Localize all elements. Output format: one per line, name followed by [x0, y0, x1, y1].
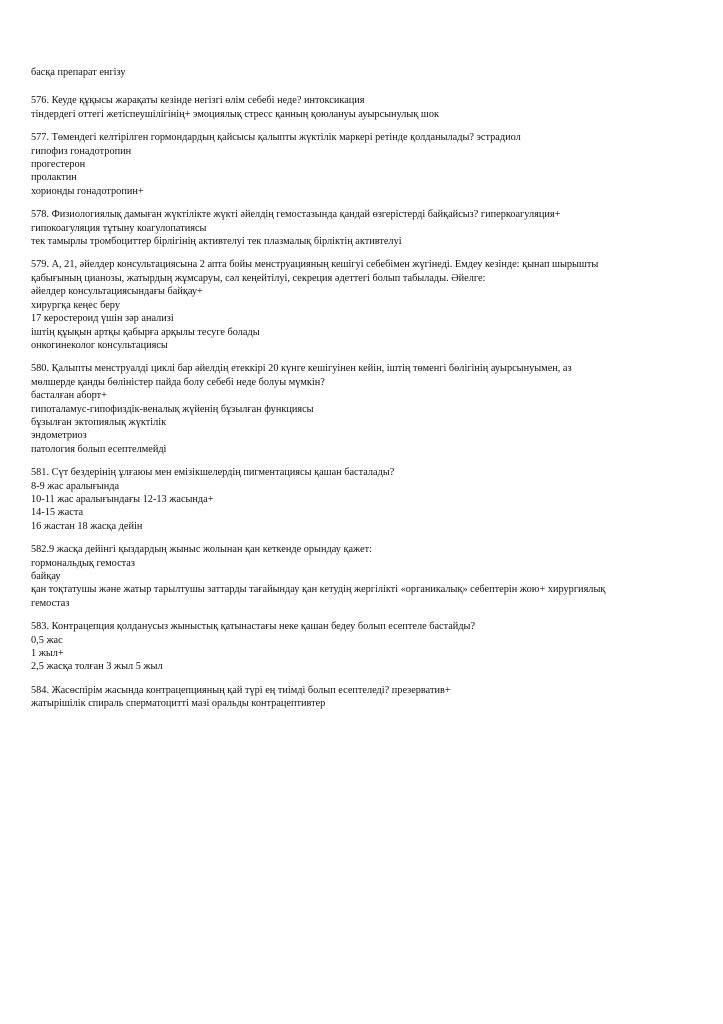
answer-option: 0,5 жас: [31, 634, 63, 646]
answer-option: байқау: [31, 571, 61, 582]
answer-option: пролактин: [31, 172, 77, 184]
answer-options: жатырішілік спираль сперматоцитті мазі оральды контрацептивтер: [31, 698, 326, 710]
answer-option: гормональдық гемостаз: [31, 557, 135, 569]
question-580: [31, 362, 691, 456]
answer-option: бұзылған эктопиялық жүктілік: [31, 416, 167, 428]
question-text: 583. Контрацепция қолданусыз жыныстық қатынастағы неке қашан бедеу болып есептеле бастайды?: [31, 621, 476, 633]
question-text: 577. Төмендегі келтірілген гормондардың қайсысы қалыпты жүктілік маркері ретінде қолданылады? эстрадиол: [31, 132, 521, 144]
question-text: 576. Кеуде құқысы жарақаты кезінде негізгі өлім себебі неде? интоксикация: [31, 95, 365, 107]
answer-option: патология болып есептелмейді: [31, 443, 167, 455]
answer-option: басталған аборт+: [31, 390, 107, 402]
answer-option: іштің құықын артқы қабырға арқылы тесуге болады: [31, 326, 260, 338]
question-text-continued: қабығының цианозы, жатырдың жұмсаруы, сәл кеңейтілуі, секреция әдеттегі болып табылады. Әйелге:: [31, 272, 486, 284]
question-579: [31, 258, 691, 352]
answer-option: эндометриоз: [31, 430, 87, 442]
intro-line: басқа препарат енгізу: [31, 67, 126, 78]
answer-option: 17 кеpостероид үшін зәр анализі: [31, 313, 174, 325]
question-text-continued: мөлшерде қанды бөліністер пайда болу себебі неде болуы мүмкін?: [31, 376, 325, 388]
answer-options: тіндердегі оттегі жетіспеушілігінің+ эмоциялық стресс қанның қоюлануы ауырсынулық шок: [31, 108, 439, 120]
answer-option: прогестерон: [31, 159, 86, 171]
answer-option: 1 жыл+: [31, 648, 64, 660]
question-584: [31, 684, 691, 711]
question-text: 584. Жасөспірім жасында контрацепцияның қай түрі ең тиімді болып есептеледі? презерватив+: [31, 684, 451, 696]
answer-option: қан тоқтатушы және жатыр тарылтушы заттарды тағайындау қан кетудің жергілікті «органикалық» себептерін жою+ хирургиялық: [31, 584, 606, 596]
question-578: [31, 208, 691, 248]
answer-option: 8-9 жас аралығында: [31, 480, 120, 492]
answer-option: 16 жастан 18 жасқа дейін: [31, 520, 143, 532]
question-582: [31, 543, 691, 610]
question-text: 581. Сүт бездерінің ұлғаюы мен емізікшелердің пигментациясы қашан басталады?: [31, 467, 395, 479]
question-text: 582.9 жасқа дейінгі қыздардың жыныс жолынан қан кеткенде орындау қажет:: [31, 544, 372, 556]
answer-option: 2,5 жасқа толған 3 жыл 5 жыл: [31, 661, 163, 673]
answer-option: хорионды гонадотропин+: [31, 185, 144, 197]
question-577: [31, 131, 691, 198]
question-text: 579. А, 21, әйелдер консультациясына 2 апта бойы менструацияның кешігуі себебімен жүгінеді. Емдеу кезінде: қынап шырышты: [31, 259, 599, 271]
answer-option: тек тамырлы тромбоциттер бірлігінің активтелуі тек плазмалық бірліктің активтелуі: [31, 236, 402, 248]
question-text: 580. Қалыпты менструалді циклі бар әйелдің етеккірі 20 күнге кешігуінен кейін, іштің төменгі бөлігінің ауырсынуымен, аз: [31, 363, 572, 375]
answer-option: онкогинеколог консультациясы: [31, 339, 168, 351]
question-576: [31, 94, 691, 121]
answer-option: 10-11 жас аралығындағы 12-13 жасында+: [31, 493, 214, 505]
answer-option: гипоталамус-гипофиздік-веналық жүйенің бұзылған функциясы: [31, 403, 314, 415]
answer-option: гипокоагуляция тұтыну коагулопатиясы: [31, 222, 207, 234]
answer-option: гипофиз гонадотропин: [31, 145, 132, 157]
question-581: [31, 466, 691, 533]
document-page: [31, 66, 691, 711]
answer-option: гемостаз: [31, 597, 70, 609]
answer-option: хирургқа кеңес беру: [31, 299, 120, 311]
question-text: 578. Физиологиялық дамыған жүктілікте жүкті әйелдің гемостазында қандай өзгерістерді байқайсыз? гиперкоагуляция+: [31, 209, 561, 221]
answer-option: әйелдер консультациясындағы байқау+: [31, 286, 203, 298]
intro-block: [31, 66, 691, 79]
question-583: [31, 620, 691, 674]
answer-option: 14-15 жаста: [31, 507, 84, 519]
